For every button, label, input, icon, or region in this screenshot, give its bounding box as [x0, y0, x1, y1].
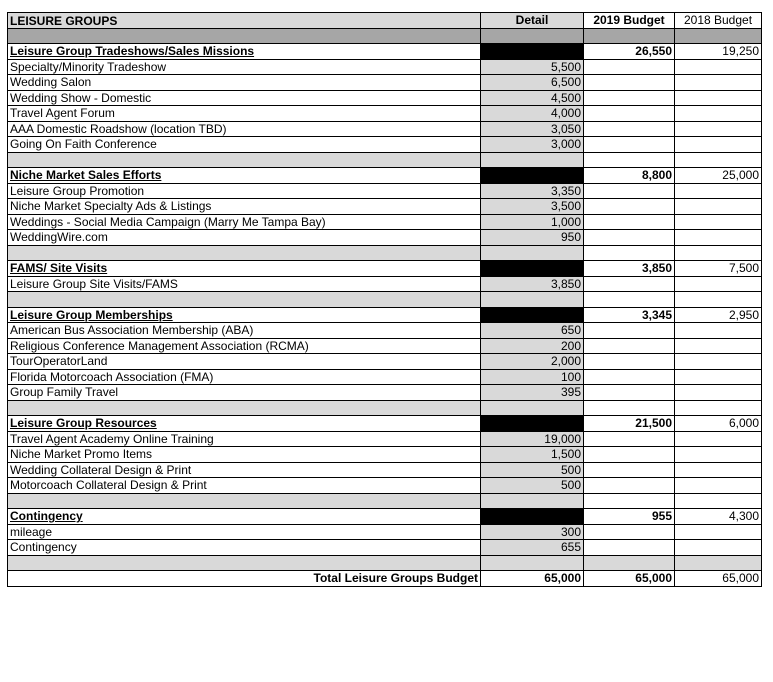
spacer-cell — [8, 245, 481, 261]
empty-cell — [584, 385, 675, 401]
total-label: Total Leisure Groups Budget — [8, 571, 481, 587]
empty-cell — [675, 276, 762, 292]
line-item-label: Travel Agent Academy Online Training — [8, 431, 481, 447]
total-detail: 65,000 — [481, 571, 584, 587]
line-item-row — [8, 524, 762, 540]
empty-cell — [675, 431, 762, 447]
line-item-detail: 6,500 — [481, 75, 584, 91]
empty-cell — [584, 524, 675, 540]
budget-table-body — [8, 13, 762, 587]
line-item-detail: 3,850 — [481, 276, 584, 292]
empty-cell — [584, 90, 675, 106]
line-item-row — [8, 478, 762, 494]
section-2019-budget: 21,500 — [584, 416, 675, 432]
section-2018-budget: 19,250 — [675, 44, 762, 60]
line-item-row — [8, 75, 762, 91]
line-item-label: Wedding Collateral Design & Print — [8, 462, 481, 478]
empty-cell — [675, 385, 762, 401]
empty-cell — [675, 121, 762, 137]
line-item-label: Niche Market Promo Items — [8, 447, 481, 463]
line-item-detail: 650 — [481, 323, 584, 339]
line-item-row — [8, 338, 762, 354]
empty-cell — [675, 540, 762, 556]
line-item-row — [8, 323, 762, 339]
empty-cell — [584, 183, 675, 199]
section-2019-budget: 955 — [584, 509, 675, 525]
line-item-label: Contingency — [8, 540, 481, 556]
line-item-row — [8, 385, 762, 401]
spacer-row — [8, 152, 762, 168]
table-title: LEISURE GROUPS — [8, 13, 481, 29]
line-item-detail: 655 — [481, 540, 584, 556]
section-2018-budget: 2,950 — [675, 307, 762, 323]
section-row — [8, 509, 762, 525]
line-item-label: Leisure Group Site Visits/FAMS — [8, 276, 481, 292]
spacer-cell — [584, 152, 675, 168]
empty-cell — [675, 369, 762, 385]
line-item-label: Wedding Show - Domestic — [8, 90, 481, 106]
section-2019-budget: 26,550 — [584, 44, 675, 60]
empty-cell — [675, 462, 762, 478]
section-label: Contingency — [8, 509, 481, 525]
section-2019-budget: 3,850 — [584, 261, 675, 277]
line-item-label: Florida Motorcoach Association (FMA) — [8, 369, 481, 385]
spacer-cell — [8, 493, 481, 509]
line-item-row — [8, 230, 762, 246]
section-label: Leisure Group Resources — [8, 416, 481, 432]
empty-cell — [675, 354, 762, 370]
empty-cell — [584, 431, 675, 447]
line-item-label: Weddings - Social Media Campaign (Marry Me Tampa Bay) — [8, 214, 481, 230]
detail-placeholder-cell — [481, 44, 584, 60]
line-item-detail: 300 — [481, 524, 584, 540]
line-item-detail: 200 — [481, 338, 584, 354]
line-item-detail: 100 — [481, 369, 584, 385]
empty-cell — [584, 75, 675, 91]
spacer-cell — [8, 400, 481, 416]
empty-cell — [675, 214, 762, 230]
section-label: Leisure Group Tradeshows/Sales Missions — [8, 44, 481, 60]
spacer-cell — [481, 400, 584, 416]
line-item-label: TourOperatorLand — [8, 354, 481, 370]
spacer-cell — [675, 152, 762, 168]
empty-cell — [675, 230, 762, 246]
spacer-cell — [8, 555, 481, 571]
line-item-detail: 5,500 — [481, 59, 584, 75]
empty-cell — [584, 276, 675, 292]
budget-table — [7, 12, 762, 587]
spacer-cell — [584, 555, 675, 571]
section-row — [8, 261, 762, 277]
section-2018-budget: 25,000 — [675, 168, 762, 184]
line-item-detail: 4,500 — [481, 90, 584, 106]
section-2019-budget: 8,800 — [584, 168, 675, 184]
section-2018-budget: 4,300 — [675, 509, 762, 525]
empty-cell — [584, 540, 675, 556]
spacer-cell — [481, 245, 584, 261]
spacer-row — [8, 493, 762, 509]
empty-cell — [584, 121, 675, 137]
empty-cell — [584, 478, 675, 494]
line-item-detail: 3,350 — [481, 183, 584, 199]
line-item-label: Leisure Group Promotion — [8, 183, 481, 199]
empty-cell — [584, 106, 675, 122]
line-item-label: Travel Agent Forum — [8, 106, 481, 122]
band-cell — [8, 28, 481, 44]
column-header-2019-budget: 2019 Budget — [584, 13, 675, 29]
line-item-label: Wedding Salon — [8, 75, 481, 91]
line-item-detail: 19,000 — [481, 431, 584, 447]
empty-cell — [675, 199, 762, 215]
spacer-cell — [675, 493, 762, 509]
spacer-row — [8, 400, 762, 416]
detail-placeholder-cell — [481, 416, 584, 432]
line-item-label: Niche Market Specialty Ads & Listings — [8, 199, 481, 215]
empty-cell — [675, 59, 762, 75]
spacer-cell — [481, 555, 584, 571]
section-label: Niche Market Sales Efforts — [8, 168, 481, 184]
spacer-row — [8, 555, 762, 571]
empty-cell — [584, 354, 675, 370]
empty-cell — [584, 230, 675, 246]
line-item-row — [8, 276, 762, 292]
spacer-cell — [481, 493, 584, 509]
line-item-label: Motorcoach Collateral Design & Print — [8, 478, 481, 494]
section-row — [8, 168, 762, 184]
header-row — [8, 13, 762, 29]
line-item-label: WeddingWire.com — [8, 230, 481, 246]
line-item-row — [8, 447, 762, 463]
line-item-row — [8, 431, 762, 447]
spacer-cell — [584, 400, 675, 416]
spacer-cell — [675, 292, 762, 308]
line-item-row — [8, 354, 762, 370]
spacer-cell — [481, 152, 584, 168]
section-2018-budget: 7,500 — [675, 261, 762, 277]
spacer-cell — [584, 292, 675, 308]
line-item-detail: 4,000 — [481, 106, 584, 122]
line-item-detail: 950 — [481, 230, 584, 246]
empty-cell — [584, 137, 675, 153]
line-item-row — [8, 106, 762, 122]
empty-cell — [675, 183, 762, 199]
line-item-detail: 1,000 — [481, 214, 584, 230]
spacer-row — [8, 245, 762, 261]
line-item-detail: 3,500 — [481, 199, 584, 215]
line-item-label: mileage — [8, 524, 481, 540]
line-item-row — [8, 369, 762, 385]
line-item-detail: 3,050 — [481, 121, 584, 137]
spacer-cell — [584, 493, 675, 509]
empty-cell — [675, 478, 762, 494]
spacer-cell — [675, 555, 762, 571]
line-item-detail: 1,500 — [481, 447, 584, 463]
empty-cell — [584, 447, 675, 463]
empty-cell — [675, 106, 762, 122]
section-row — [8, 416, 762, 432]
band-cell — [675, 28, 762, 44]
detail-placeholder-cell — [481, 168, 584, 184]
empty-cell — [584, 462, 675, 478]
empty-cell — [584, 338, 675, 354]
section-2019-budget: 3,345 — [584, 307, 675, 323]
band-cell — [584, 28, 675, 44]
empty-cell — [675, 323, 762, 339]
total-2019-budget: 65,000 — [584, 571, 675, 587]
empty-cell — [675, 338, 762, 354]
empty-cell — [675, 90, 762, 106]
section-label: Leisure Group Memberships — [8, 307, 481, 323]
section-row — [8, 44, 762, 60]
detail-placeholder-cell — [481, 509, 584, 525]
line-item-row — [8, 540, 762, 556]
line-item-label: Group Family Travel — [8, 385, 481, 401]
spacer-cell — [8, 152, 481, 168]
spacer-cell — [675, 400, 762, 416]
line-item-row — [8, 121, 762, 137]
line-item-detail: 395 — [481, 385, 584, 401]
line-item-detail: 500 — [481, 462, 584, 478]
spacer-cell — [675, 245, 762, 261]
line-item-label: American Bus Association Membership (ABA) — [8, 323, 481, 339]
line-item-detail: 3,000 — [481, 137, 584, 153]
spacer-row — [8, 292, 762, 308]
line-item-row — [8, 59, 762, 75]
line-item-label: Going On Faith Conference — [8, 137, 481, 153]
line-item-row — [8, 90, 762, 106]
section-label: FAMS/ Site Visits — [8, 261, 481, 277]
empty-cell — [675, 524, 762, 540]
total-row — [8, 571, 762, 587]
empty-cell — [584, 199, 675, 215]
total-2018-budget: 65,000 — [675, 571, 762, 587]
line-item-row — [8, 137, 762, 153]
empty-cell — [584, 214, 675, 230]
line-item-detail: 2,000 — [481, 354, 584, 370]
line-item-label: Specialty/Minority Tradeshow — [8, 59, 481, 75]
column-header-detail: Detail — [481, 13, 584, 29]
empty-cell — [675, 75, 762, 91]
band-cell — [481, 28, 584, 44]
empty-cell — [584, 323, 675, 339]
detail-placeholder-cell — [481, 307, 584, 323]
line-item-row — [8, 183, 762, 199]
spacer-cell — [8, 292, 481, 308]
empty-cell — [675, 137, 762, 153]
line-item-row — [8, 199, 762, 215]
line-item-row — [8, 462, 762, 478]
detail-placeholder-cell — [481, 261, 584, 277]
line-item-row — [8, 214, 762, 230]
spacer-cell — [481, 292, 584, 308]
spacer-cell — [584, 245, 675, 261]
section-2018-budget: 6,000 — [675, 416, 762, 432]
line-item-label: Religious Conference Management Association (RCMA) — [8, 338, 481, 354]
column-header-2018-budget: 2018 Budget — [675, 13, 762, 29]
empty-cell — [584, 59, 675, 75]
line-item-detail: 500 — [481, 478, 584, 494]
section-row — [8, 307, 762, 323]
header-band-row — [8, 28, 762, 44]
line-item-label: AAA Domestic Roadshow (location TBD) — [8, 121, 481, 137]
empty-cell — [675, 447, 762, 463]
empty-cell — [584, 369, 675, 385]
